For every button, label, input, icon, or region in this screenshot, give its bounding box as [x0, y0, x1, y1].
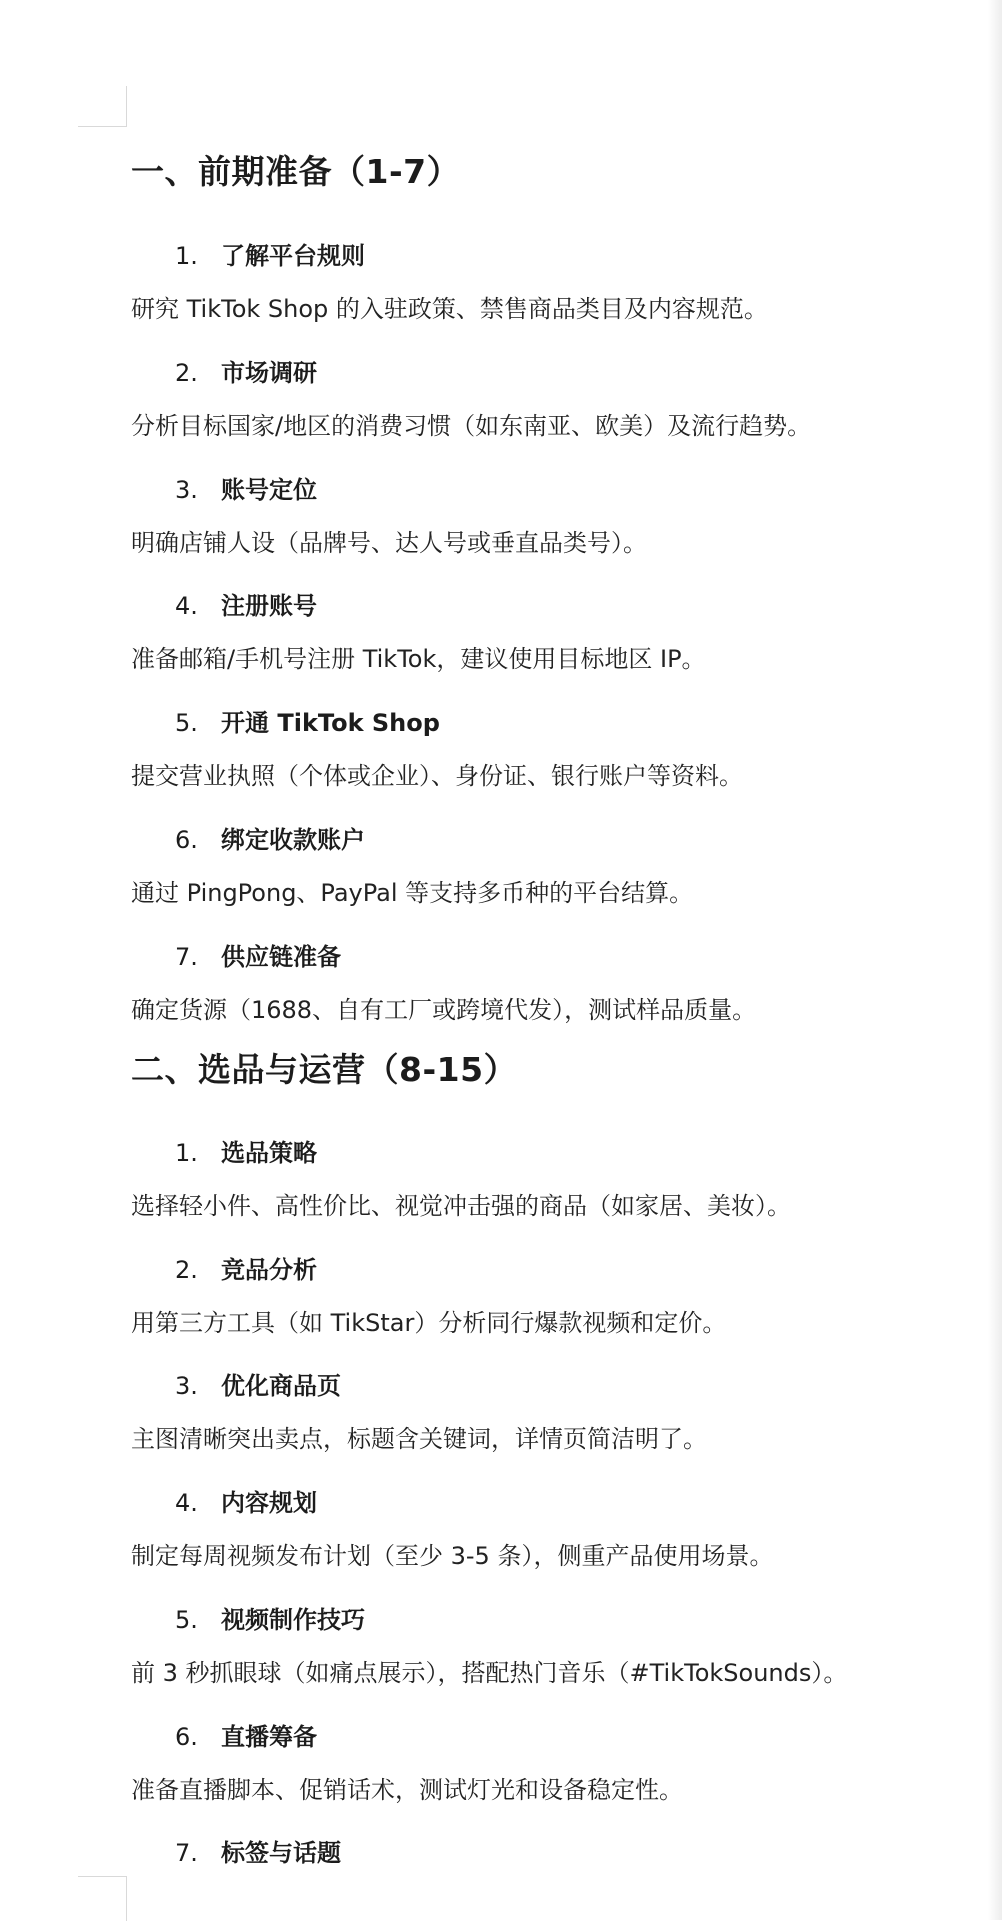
item-number: 3.: [175, 476, 198, 504]
item-heading: [175, 1483, 317, 1518]
item-description: 前 3 秒抓眼球（如痛点展示），搭配热门音乐（#TikTokSounds）。: [131, 1659, 848, 1687]
item-title: 注册账号: [221, 592, 317, 620]
item-heading: [175, 353, 317, 388]
item-heading: [175, 470, 317, 505]
item-number: 7.: [175, 943, 198, 971]
crop-mark-top: [78, 86, 127, 127]
item-number: 2.: [175, 1256, 198, 1284]
item-description: 通过 PingPong、PayPal 等支持多币种的平台结算。: [131, 879, 694, 907]
section-heading: 一、前期准备（1-7）: [131, 152, 461, 191]
item-description: 确定货源（1688、自有工厂或跨境代发），测试样品质量。: [131, 996, 757, 1024]
item-description: 提交营业执照（个体或企业）、身份证、银行账户等资料。: [131, 762, 743, 790]
item-description: 用第三方工具（如 TikStar）分析同行爆款视频和定价。: [131, 1309, 727, 1337]
item-number: 7.: [175, 1839, 198, 1867]
item-heading: [175, 703, 440, 738]
item-number: 4.: [175, 592, 198, 620]
item-number: 1.: [175, 1139, 198, 1167]
item-description: 准备直播脚本、促销话术，测试灯光和设备稳定性。: [131, 1776, 683, 1804]
item-heading: [175, 586, 317, 621]
item-title: 直播筹备: [221, 1723, 317, 1751]
item-number: 1.: [175, 242, 198, 270]
item-heading: [175, 937, 341, 972]
item-number: 6.: [175, 826, 198, 854]
item-heading: [175, 1717, 317, 1752]
item-number: 3.: [175, 1372, 198, 1400]
item-description: 准备邮箱/手机号注册 TikTok，建议使用目标地区 IP。: [131, 645, 706, 673]
item-heading: [175, 1366, 341, 1401]
item-title: 了解平台规则: [221, 242, 365, 270]
item-description: 研究 TikTok Shop 的入驻政策、禁售商品类目及内容规范。: [131, 295, 768, 323]
item-title: 选品策略: [221, 1139, 317, 1167]
item-heading: [175, 1833, 341, 1868]
item-description: 明确店铺人设（品牌号、达人号或垂直品类号）。: [131, 529, 647, 557]
item-number: 6.: [175, 1723, 198, 1751]
item-title: 视频制作技巧: [221, 1606, 365, 1634]
item-description: 制定每周视频发布计划（至少 3-5 条），侧重产品使用场景。: [131, 1542, 774, 1570]
section-heading: 二、选品与运营（8-15）: [131, 1050, 518, 1089]
item-title: 竞品分析: [221, 1256, 317, 1284]
item-title: 优化商品页: [221, 1372, 341, 1400]
item-title: 账号定位: [221, 476, 317, 504]
item-heading: [175, 820, 365, 855]
crop-mark-bottom: [78, 1876, 127, 1921]
item-description: 分析目标国家/地区的消费习惯（如东南亚、欧美）及流行趋势。: [131, 412, 812, 440]
item-heading: [175, 1133, 317, 1168]
item-title: 绑定收款账户: [221, 826, 365, 854]
item-title: 标签与话题: [221, 1839, 341, 1867]
item-description: 主图清晰突出卖点，标题含关键词，详情页简洁明了。: [131, 1425, 707, 1453]
item-number: 5.: [175, 709, 198, 737]
item-heading: [175, 1250, 317, 1285]
item-heading: [175, 1600, 365, 1635]
item-title: 市场调研: [221, 359, 317, 387]
item-description: 选择轻小件、高性价比、视觉冲击强的商品（如家居、美妆）。: [131, 1192, 791, 1220]
item-number: 5.: [175, 1606, 198, 1634]
item-number: 2.: [175, 359, 198, 387]
item-title: 供应链准备: [221, 943, 341, 971]
item-number: 4.: [175, 1489, 198, 1517]
item-title: 内容规划: [221, 1489, 317, 1517]
item-title: 开通 TikTok Shop: [221, 709, 440, 737]
page-edge-shadow: [988, 0, 1002, 1920]
item-heading: [175, 236, 365, 271]
